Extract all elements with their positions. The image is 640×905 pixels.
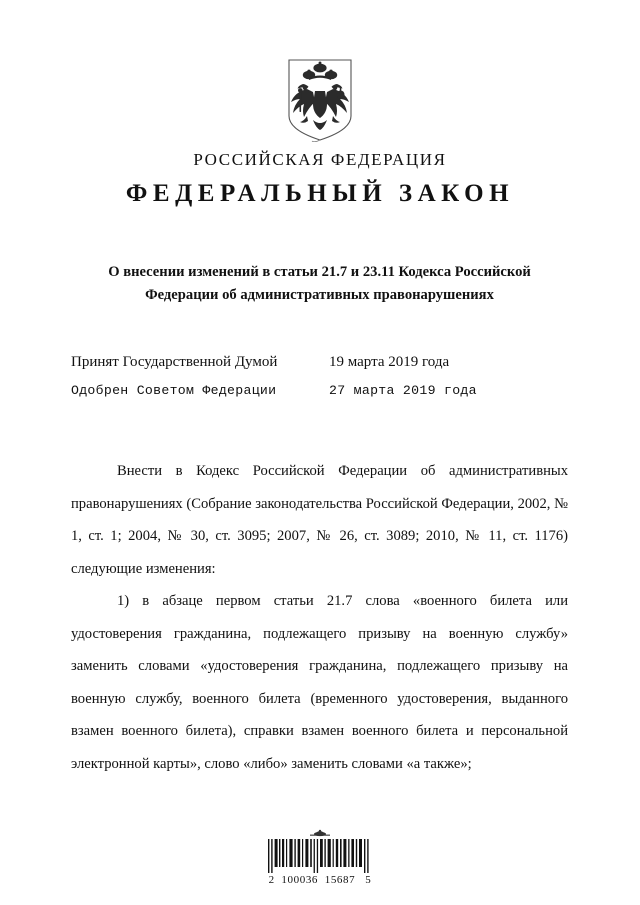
- document-body: [71, 455, 568, 780]
- adoption-row-council: [71, 383, 568, 398]
- council-label: Одобрен Советом Федерации: [71, 383, 277, 398]
- publisher-mark-icon: [307, 829, 333, 838]
- russian-coat-of-arms-icon: [283, 58, 357, 142]
- body-paragraph-clause-1: 1) в абзаце первом статьи 21.7 слова «военного билета или удостоверения гражданина, подлежащего призыву на военную службу» заменить словами «удостоверения гражданина, подлежащего призыву на военную службу, военного билета (временного удостоверения, выданного взамен военного билета), справки взамен военного билета и персональной электронной карты», слово «либо» заменить словами «а также»;: [71, 593, 568, 772]
- duma-date: 19 марта 2019 года: [329, 354, 450, 370]
- law-type-heading: ФЕДЕРАЛЬНЫЙ ЗАКОН: [125, 180, 515, 207]
- council-date: 27 марта 2019 года: [329, 383, 477, 398]
- country-heading: РОССИЙСКАЯ ФЕДЕРАЦИЯ: [193, 150, 447, 169]
- body-paragraph-intro: Внести в Кодекс Российской Федерации об административных правонарушениях (Собрание законодательства Российской Федерации, 2002, № 1, ст. 1; 2004, № 30, ст. 3095; 2007, № 26, ст. 3089; 2010, № 11, ст. 1176) следующие изменения:: [71, 463, 568, 577]
- duma-label: Принят Государственной Думой: [71, 354, 278, 370]
- document-subtitle: О внесении изменений в статьи 21.7 и 23.11 Кодекса Российской Федерации об административных правонарушениях: [108, 264, 531, 303]
- adoption-block: [71, 354, 568, 410]
- barcode-number: 2 100036 15687 5: [268, 874, 372, 886]
- barcode-area: [0, 829, 640, 886]
- barcode-bars: [266, 839, 374, 873]
- emblem-container: [0, 58, 640, 142]
- adoption-row-duma: [71, 354, 568, 371]
